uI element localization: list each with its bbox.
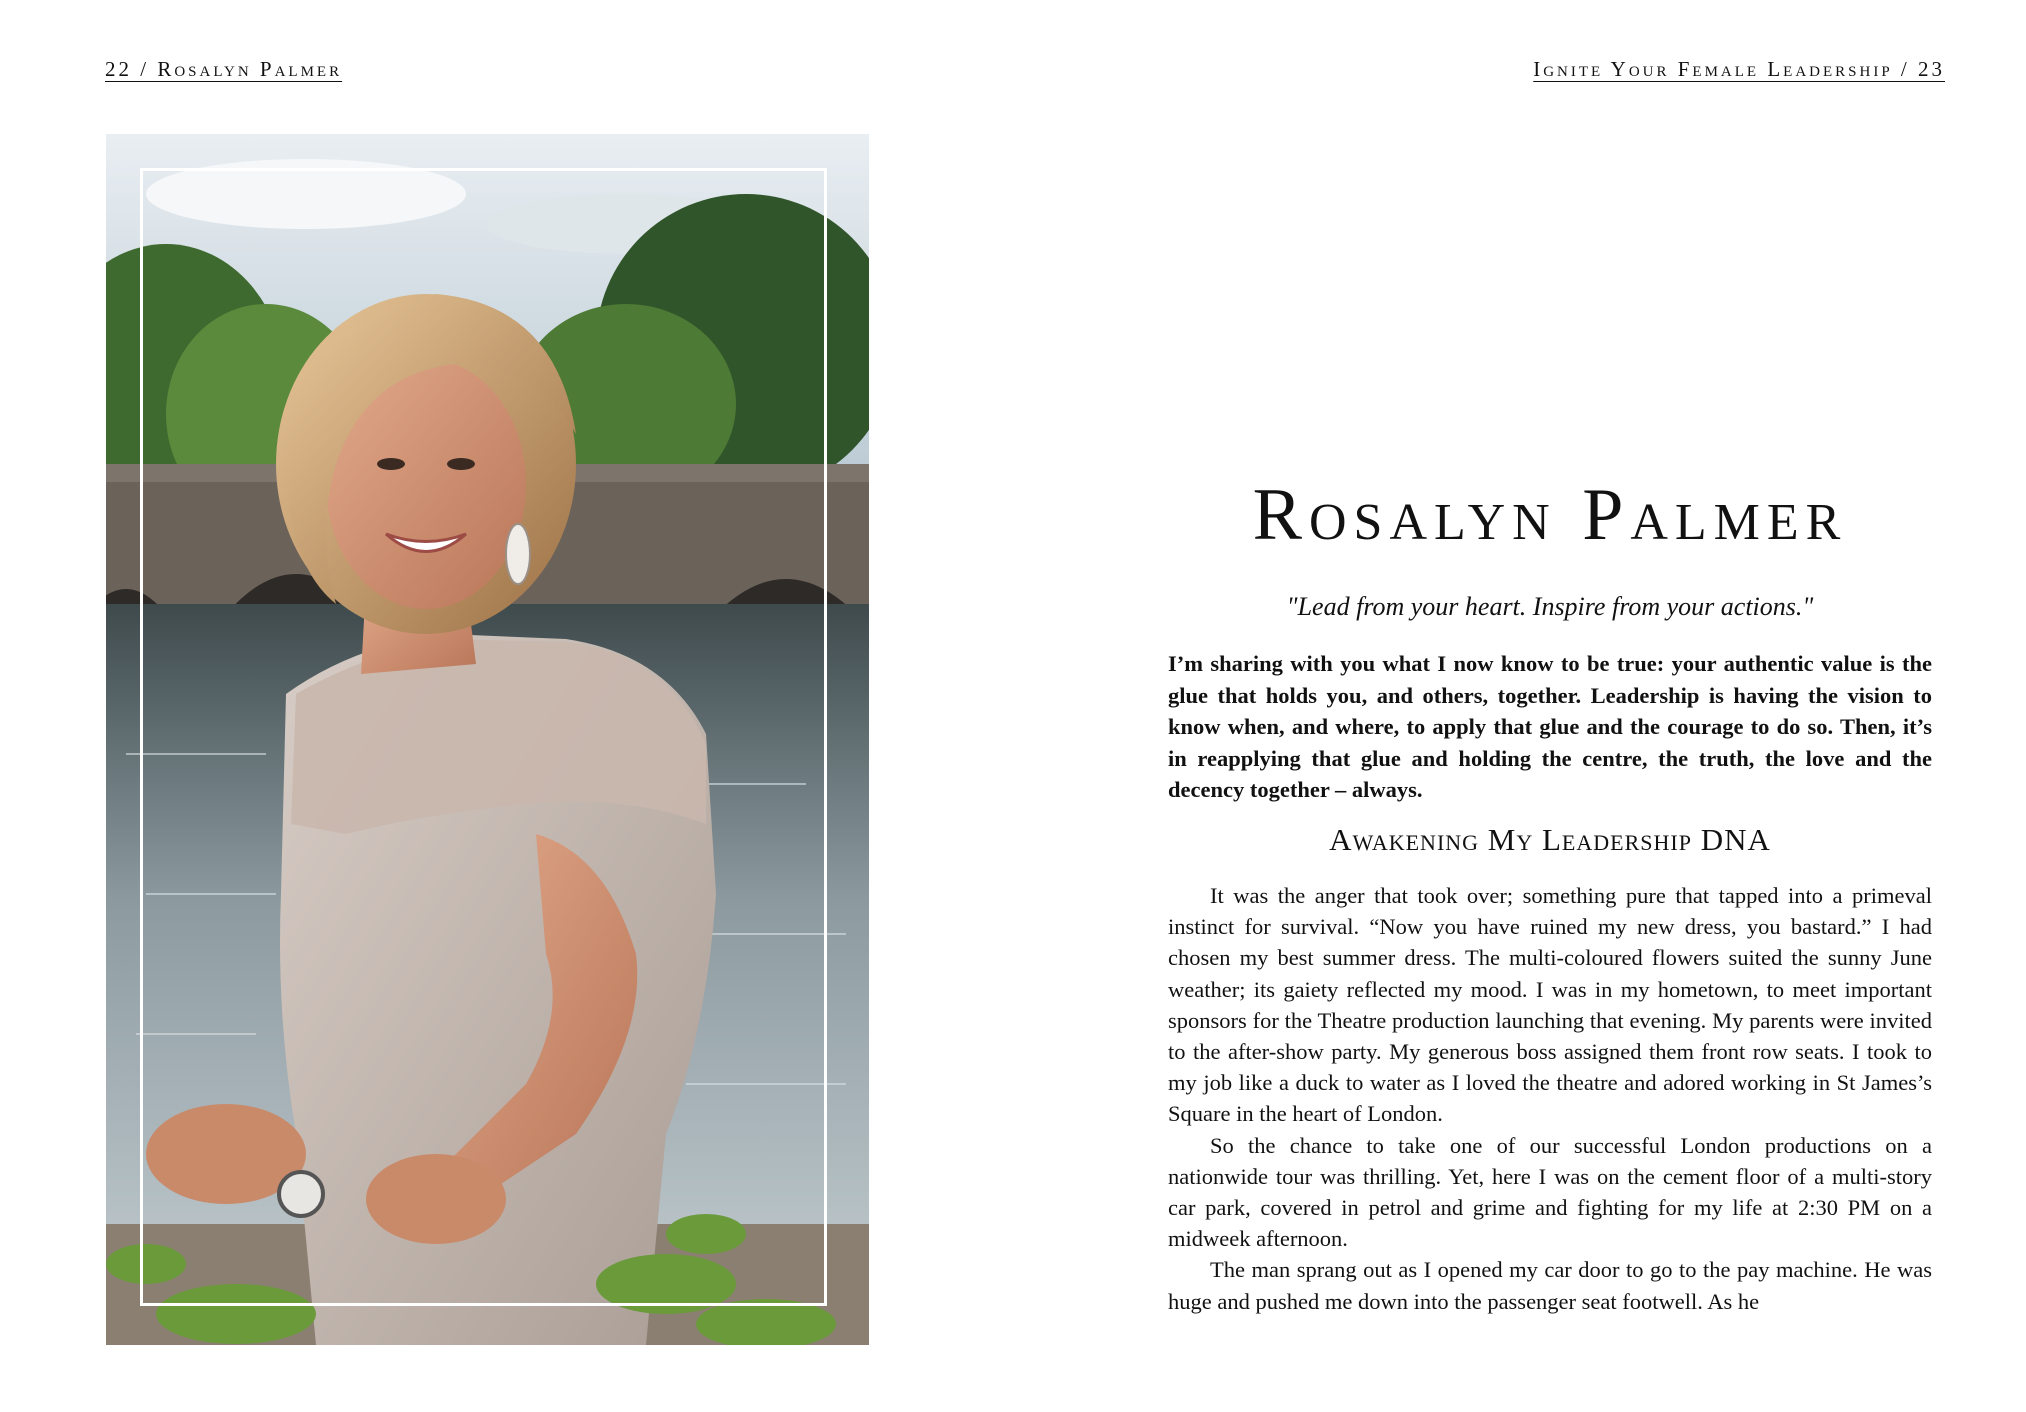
body-paragraph: It was the anger that took over; something pure that tapped into a primeval instinct for survival. “Now you have ruined my new dress, you bastard.” I had chosen my best summer dress. The multi-coloured flowers suited the sunny June weather; its gaiety reflected my mood. I was in my hometown, to meet important sponsors for the Theatre production launching that evening. My parents were invited to the after-show party. My generous boss assigned them front row seats. I took to my job like a duck to water as I loved the theatre and adored working in St James’s Square in the heart of London.: [1168, 883, 1932, 1127]
body-text: [1168, 880, 1932, 1317]
running-head-right: Ignite Your Female Leadership / 23: [1533, 57, 1945, 81]
section-title: Awakening My Leadership DNA: [1329, 822, 1771, 857]
running-head-left: 22 / Rosalyn Palmer: [105, 57, 343, 81]
epigraph-quote: "Lead from your heart. Inspire from your actions.": [1286, 592, 1814, 621]
author-portrait-photo: [106, 134, 869, 1345]
body-paragraph: The man sprang out as I opened my car door to go to the pay machine. He was huge and pushed me down into the passenger seat footwell. As he: [1168, 1257, 1932, 1314]
lead-paragraph: I’m sharing with you what I now know to be true: your authentic value is the glue that holds you, and others, together. Leadership is having the vision to know when, and where, to apply that glue and the courage to do so. Then, it’s in reapplying that glue and holding the centre, the truth, the love and the decency together – always.: [1168, 651, 1932, 802]
chapter-author-name: Rosalyn Palmer: [1252, 474, 1848, 556]
body-paragraph: So the chance to take one of our successful London productions on a nationwide tour was thrilling. Yet, here I was on the cement floor of a multi-story car park, covered in petrol and grime and fighting for my life at 2:30 PM on a midweek afternoon.: [1168, 1132, 1932, 1252]
